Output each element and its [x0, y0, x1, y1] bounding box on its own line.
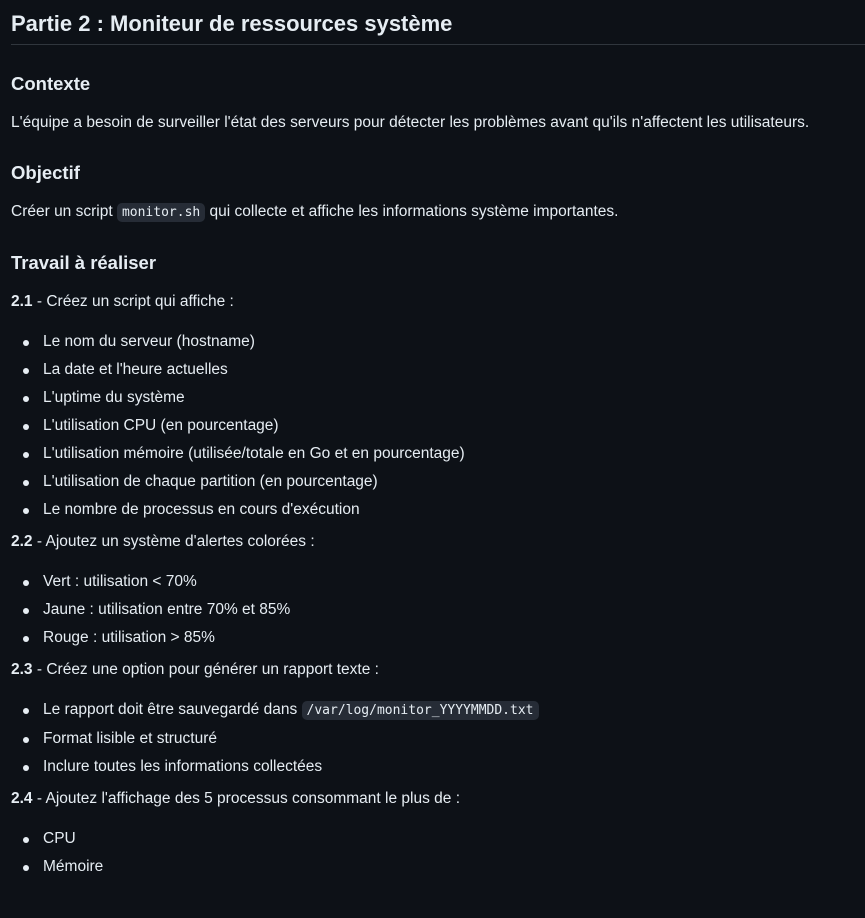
objectif-text-after: qui collecte et affiche les informations système importantes.: [205, 203, 619, 220]
list-item: Mémoire: [43, 856, 865, 878]
step-2-1-list: [11, 331, 865, 521]
list-item: Vert : utilisation < 70%: [43, 571, 865, 593]
list-item: Rouge : utilisation > 85%: [43, 627, 865, 649]
list-item-text: Le rapport doit être sauvegardé dans: [43, 701, 302, 718]
list-item: Le nombre de processus en cours d'exécution: [43, 499, 865, 521]
step-2-2-list: [11, 571, 865, 649]
list-item: [43, 699, 865, 722]
inline-code-report-path: /var/log/monitor_YYYYMMDD.txt: [302, 701, 539, 720]
step-number: 2.4: [11, 790, 33, 807]
step-number: 2.3: [11, 661, 33, 678]
step-2-2: [11, 531, 865, 553]
inline-code-script-name: monitor.sh: [117, 203, 205, 222]
step-2-3-list: [11, 699, 865, 778]
step-2-3: [11, 659, 865, 681]
step-2-4: [11, 788, 865, 810]
step-text: - Créez un script qui affiche :: [32, 293, 234, 310]
paragraph-contexte: L'équipe a besoin de surveiller l'état des serveurs pour détecter les problèmes avant qu'ils n'affectent les utilisateurs.: [11, 114, 810, 131]
step-2-4-list: [11, 828, 865, 878]
step-text: - Créez une option pour générer un rapport texte :: [32, 661, 379, 678]
heading-travail: Travail à réaliser: [11, 252, 157, 273]
list-item: La date et l'heure actuelles: [43, 359, 865, 381]
step-2-1: [11, 291, 865, 313]
objectif-text-before: Créer un script: [11, 203, 117, 220]
list-item: L'utilisation de chaque partition (en pourcentage): [43, 471, 865, 493]
step-number: 2.2: [11, 533, 33, 550]
list-item: CPU: [43, 828, 865, 850]
list-item: Le nom du serveur (hostname): [43, 331, 865, 353]
page-title: Partie 2 : Moniteur de ressources système: [11, 0, 865, 45]
step-text: - Ajoutez un système d'alertes colorées :: [32, 533, 315, 550]
step-number: 2.1: [11, 293, 33, 310]
list-item: Inclure toutes les informations collectées: [43, 756, 865, 778]
list-item: Jaune : utilisation entre 70% et 85%: [43, 599, 865, 621]
paragraph-objectif: [11, 201, 865, 224]
list-item: L'utilisation mémoire (utilisée/totale en Go et en pourcentage): [43, 443, 865, 465]
list-item: Format lisible et structuré: [43, 728, 865, 750]
heading-objectif: Objectif: [11, 162, 80, 183]
heading-contexte: Contexte: [11, 73, 91, 94]
list-item: L'uptime du système: [43, 387, 865, 409]
step-text: - Ajoutez l'affichage des 5 processus consommant le plus de :: [32, 790, 461, 807]
list-item: L'utilisation CPU (en pourcentage): [43, 415, 865, 437]
